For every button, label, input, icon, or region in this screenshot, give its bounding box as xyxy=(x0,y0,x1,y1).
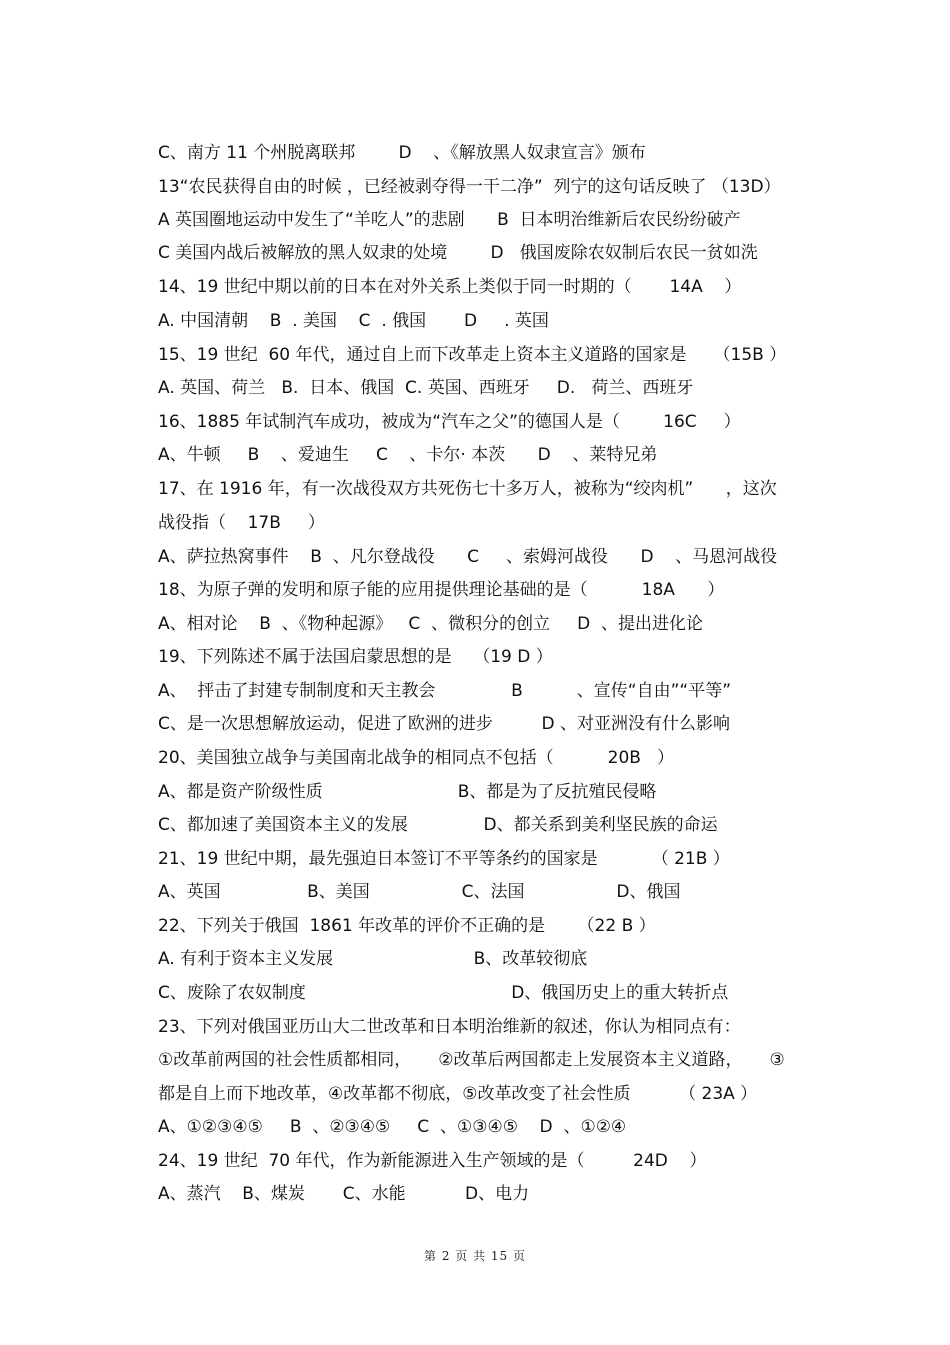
q21-options: A、英国 B、美国 C、法国 D、俄国 xyxy=(158,882,681,902)
question-23: 23、下列对俄国亚历山大二世改革和日本明治维新的叙述，你认为相同点有： xyxy=(158,1017,741,1037)
question-14: 14、19 世纪中期以前的日本在对外关系上类似于同一时期的（ 14A ） xyxy=(158,277,742,297)
question-17-cont: 战役指（ 17B ） xyxy=(158,513,325,533)
question-13: 13“农民获得自由的时候 ，已经被剥夺得一干二净” 列宁的这句话反映了 （13D） xyxy=(158,177,781,197)
question-24: 24、19 世纪 70 年代，作为新能源进入生产领域的是（ 24D ） xyxy=(158,1151,707,1171)
q16-options: A、牛顿 B 、爱迪生 C 、卡尔· 本茨 D 、莱特兄弟 xyxy=(158,445,658,465)
q22-option-a-b: A. 有利于资本主义发展 B、改革较彻底 xyxy=(158,949,588,969)
q20-option-a-b: A、都是资产阶级性质 B、都是为了反抗殖民侵略 xyxy=(158,782,657,802)
page-number-footer: 第 2 页 共 15 页 xyxy=(424,1249,526,1263)
q15-options: A. 英国、荷兰 B. 日本、俄国 C. 英国、西班牙 D. 荷兰、西班牙 xyxy=(158,378,694,398)
q19-option-c-d: C、是一次思想解放运动，促进了欧洲的进步 D 、对亚洲没有什么影响 xyxy=(158,714,730,734)
question-23-cont-1: ①改革前两国的社会性质都相同， ②改革后两国都走上发展资本主义道路， ③ xyxy=(158,1050,785,1070)
q17-options: A、萨拉热窝事件 B 、凡尔登战役 C 、索姆河战役 D 、马恩河战役 xyxy=(158,547,778,567)
question-21: 21、19 世纪中期，最先强迫日本签订不平等条约的国家是 （ 21B ） xyxy=(158,849,730,869)
question-20: 20、美国独立战争与美国南北战争的相同点不包括（ 20B ） xyxy=(158,748,675,768)
q19-option-a-b: A、 抨击了封建专制制度和天主教会 B 、宣传“自由”“平等” xyxy=(158,681,732,701)
text-line-1: C、南方 11 个州脱离联邦 D 、《解放黑人奴隶宣言》颁布 xyxy=(158,143,646,163)
q23-options: A、①②③④⑤ B 、②③④⑤ C 、①③④⑤ D 、①②④ xyxy=(158,1117,627,1137)
question-18: 18、为原子弹的发明和原子能的应用提供理论基础的是（ 18A ） xyxy=(158,580,725,600)
question-17: 17、在 1916 年，有一次战役双方共死伤七十多万人，被称为“绞肉机” ，这次 xyxy=(158,479,777,499)
question-23-cont-2: 都是自上而下地改革，④改革都不彻底，⑤改革改变了社会性质 （ 23A ） xyxy=(158,1084,758,1104)
q22-option-c-d: C、废除了农奴制度 D、俄国历史上的重大转折点 xyxy=(158,983,729,1003)
question-15: 15、19 世纪 60 年代，通过自上而下改革走上资本主义道路的国家是 （15B ） xyxy=(158,345,787,365)
q13-option-a-b: A 英国圈地运动中发生了“羊吃人”的悲剧 B 日本明治维新后农民纷纷破产 xyxy=(158,210,741,230)
q18-options: A、相对论 B 、《物种起源》 C 、微积分的创立 D 、提出进化论 xyxy=(158,614,704,634)
q13-option-c-d: C 美国内战后被解放的黑人奴隶的处境 D 俄国废除农奴制后农民一贫如洗 xyxy=(158,243,758,263)
question-16: 16、1885 年试制汽车成功，被成为“汽车之父”的德国人是（ 16C ） xyxy=(158,412,741,432)
question-22: 22、下列关于俄国 1861 年改革的评价不正确的是 （22 B ） xyxy=(158,916,656,936)
question-19: 19、下列陈述不属于法国启蒙思想的是 （19 D ） xyxy=(158,647,553,667)
q14-options: A. 中国清朝 B . 美国 C . 俄国 D . 英国 xyxy=(158,311,549,331)
q24-options: A、蒸汽 B、煤炭 C、水能 D、电力 xyxy=(158,1184,530,1204)
q20-option-c-d: C、都加速了美国资本主义的发展 D、都关系到美利坚民族的命运 xyxy=(158,815,718,835)
